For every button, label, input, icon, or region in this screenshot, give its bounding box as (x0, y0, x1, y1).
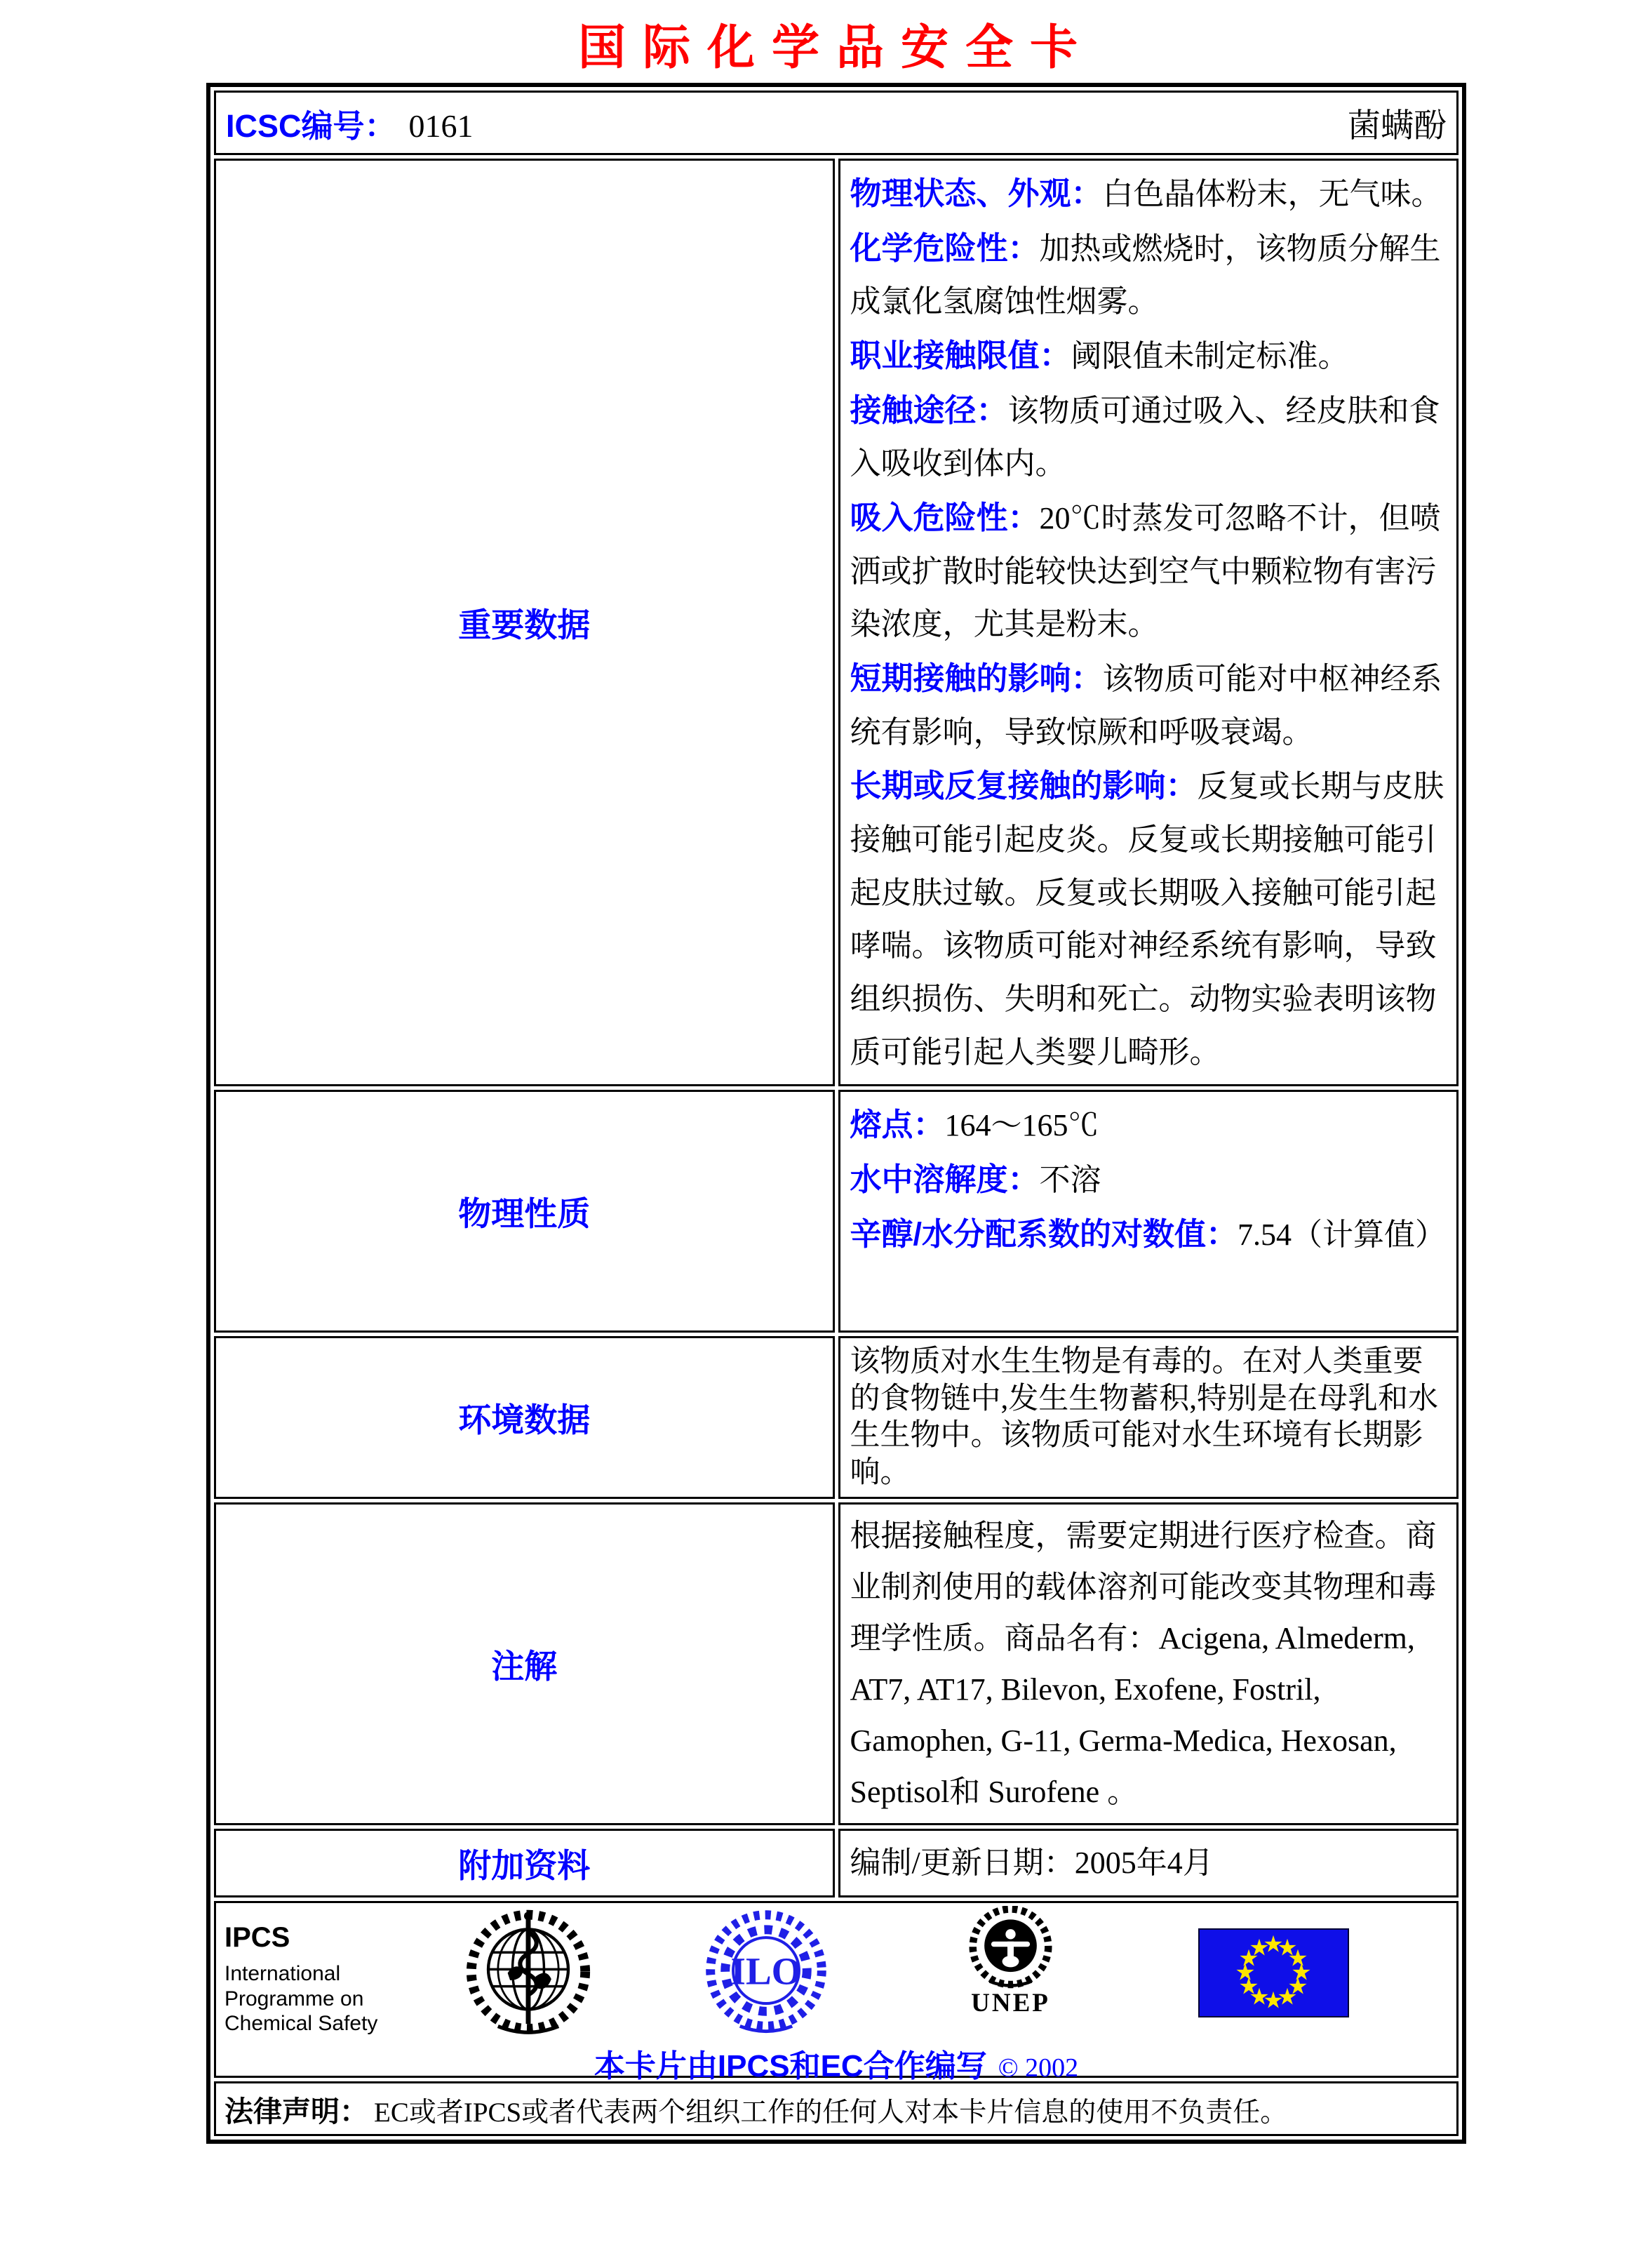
ipcs-line-2: Programme on (224, 1987, 364, 2010)
ipcs-title: IPCS (224, 1922, 290, 1954)
entry-water-solubility: 水中溶解度：不溶 (850, 1161, 1101, 1198)
legal-cell (214, 2081, 1459, 2136)
footer-caption (216, 2041, 1456, 2086)
entry-exposure-route: 接触途径：该物质可通过吸入、经皮肤和食入吸收到体内。 (850, 392, 1440, 481)
entry-melting-point: 熔点：164～165℃ (850, 1107, 1099, 1143)
additional-info-label: 附加资料 (214, 1829, 835, 1897)
header-cell (214, 91, 1459, 155)
ipcs-text-block (224, 1921, 377, 2036)
unep-logo-block (953, 1906, 1068, 2018)
logos-cell (214, 1901, 1459, 2084)
entry-chemical-danger: 化学危险性：加热或燃烧时，该物质分解生成氯化氢腐蚀性烟雾。 (850, 229, 1441, 319)
icsc-card-table (206, 83, 1466, 2144)
logos-row (214, 1901, 1459, 2078)
additional-info-content: 编制/更新日期：2005年4月 (838, 1829, 1459, 1897)
notes-content: 根据接触程度，需要定期进行医疗检查。商业制剂使用的载体溶剂可能改变其物理和毒理学性质。商品名有：Acigena, Almederm, AT7, AT17, Bilevon, Exofene, Fostril, Gamophen, G-11, Germa-Medica, Hexosan, Septisol和 Surofene 。 (838, 1502, 1459, 1825)
environmental-data-content: 该物质对水生生物是有毒的。在对人类重要的食物链中,发生生物蓄积,特别是在母乳和水生生物中。该物质可能对水生环境有长期影响。 (838, 1336, 1459, 1499)
icsc-number (226, 100, 474, 146)
environmental-data-row (214, 1336, 1459, 1499)
ilo-logo-icon (704, 1907, 829, 2037)
legal-row (214, 2081, 1459, 2136)
caption-copyright: © 2002 (998, 2053, 1079, 2083)
ipcs-line-3: Chemical Safety (224, 2012, 378, 2036)
ipcs-line-1: International (224, 1962, 341, 1986)
important-data-row (214, 159, 1459, 1086)
entry-short-term-effects: 短期接触的影响：该物质可能对中枢神经系统有影响，导致惊厥和呼吸衰竭。 (850, 660, 1442, 749)
legal-text: EC或者IPCS或者代表两个组织工作的任何人对本卡片信息的使用不负责任。 (374, 2097, 1288, 2128)
icsc-number-value: 0161 (408, 107, 474, 144)
physical-properties-label: 物理性质 (214, 1090, 835, 1333)
entry-partition-coefficient: 辛醇/水分配系数的对数值：7.54（计算值） (850, 1215, 1447, 1252)
entry-long-term-effects: 长期或反复接触的影响：反复或长期与皮肤接触可能引起皮炎。反复或长期接触可能引起皮肤过敏。反复或长期吸入接触可能引起哮喘。该物质可能对神经系统有影响，导致组织损伤、失明和死亡。动物实验表明该物质可能引起人类婴儿畸形。 (850, 768, 1444, 1069)
entry-inhalation-risk: 吸入危险性：20℃时蒸发可忽略不计，但喷洒或扩散时能较快达到空气中颗粒物有害污染浓度，尤其是粉末。 (850, 500, 1441, 642)
legal-label: 法律声明： (224, 2095, 368, 2128)
unep-label: UNEP (971, 1989, 1050, 2018)
environmental-data-label: 环境数据 (214, 1336, 835, 1499)
entry-physical-state: 物理状态、外观：白色晶体粉末，无气味。 (850, 175, 1442, 211)
notes-row (214, 1502, 1459, 1825)
notes-label: 注解 (214, 1502, 835, 1825)
caption-text: 本卡片由IPCS和EC合作编写 (594, 2049, 987, 2084)
page-title: 国际化学品安全卡 (577, 21, 1094, 74)
physical-properties-content (838, 1090, 1459, 1333)
physical-properties-row (214, 1090, 1459, 1333)
unep-logo-icon (953, 1906, 1068, 1989)
additional-info-row (214, 1829, 1459, 1897)
header-row (214, 91, 1459, 155)
eu-flag-icon (1198, 1928, 1349, 2017)
chemical-name: 菌螨酚 (1348, 107, 1447, 145)
ilo-letters: ILO (730, 1949, 802, 1993)
who-logo-icon (462, 1907, 595, 2035)
entry-exposure-limit: 职业接触限值：阈限值未制定标准。 (850, 338, 1349, 374)
important-data-content (838, 159, 1459, 1086)
icsc-number-label: ICSC编号： (226, 107, 396, 144)
important-data-label: 重要数据 (214, 159, 835, 1086)
